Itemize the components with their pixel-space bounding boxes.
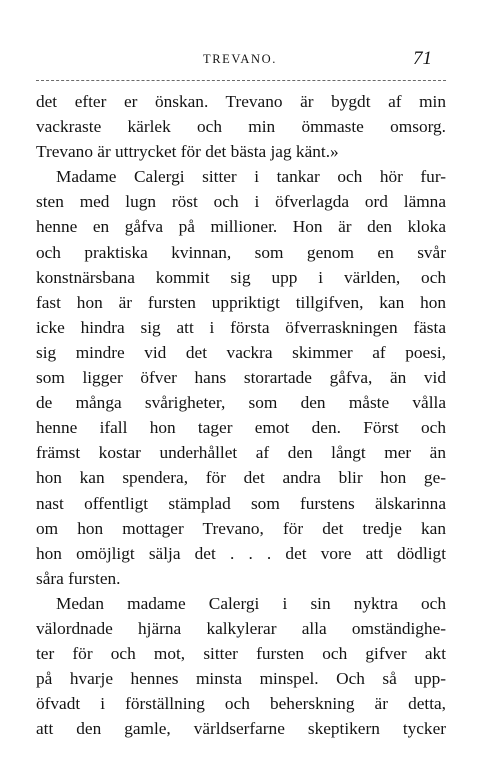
text-line: fast hon är fursten uppriktigt tillgifven, kan hon [36, 292, 446, 312]
text-line: om hon mottager Trevano, för det tredje kan [36, 518, 446, 538]
text-line: de många svårigheter, som den måste vålla [36, 393, 446, 413]
text-line: vackraste kärlek och min ömmaste omsorg. [36, 117, 446, 137]
page-number: 71 [413, 48, 432, 69]
text-line: nast offentligt stämplad som furstens älskarinna [36, 493, 446, 513]
text-line: och praktiska kvinnan, som genom en svår [36, 242, 446, 262]
header-rule [36, 80, 446, 81]
running-title: TREVANO. [202, 52, 278, 66]
text-line: hon kan spendera, för det andra blir hon ge- [36, 468, 446, 488]
text-line: konstnärsbana kommit sig upp i världen, och [36, 267, 446, 287]
text-line: välordnade hjärna kalkylerar alla omständighe- [36, 618, 446, 638]
text-line: som ligger öfver hans storartade gåfva, än vid [36, 368, 446, 388]
text-line: sig mindre vid det vackra skimmer af poesi, [36, 342, 446, 362]
text-line: Medan madame Calergi i sin nyktra och [56, 593, 446, 613]
text-line: henne ifall hon tager emot den. Först och [36, 418, 446, 438]
text-line: öfvadt i förställning och beherskning är detta, [36, 694, 446, 714]
text-line: hon omöjligt sälja det . . . det vore att dödligt [36, 543, 446, 563]
text-line: ter för och mot, sitter fursten och gifver akt [36, 644, 446, 664]
text-line: icke hindra sig att i första öfverraskningen fästa [36, 317, 446, 337]
text-line: henne en gåfva på millioner. Hon är den kloka [36, 217, 446, 237]
body-text [36, 89, 446, 741]
text-line: Madame Calergi sitter i tankar och hör fur- [56, 167, 446, 187]
text-line: Trevano är uttrycket för det bästa jag känt.» [36, 142, 339, 162]
text-line: att den gamle, världserfarne skeptikern tycker [36, 719, 446, 739]
text-line: såra fursten. [36, 568, 121, 588]
running-head [38, 50, 442, 76]
text-line: på hvarje hennes minsta minspel. Och så upp- [36, 669, 446, 689]
text-line: sten med lugn röst och i öfverlagda ord lämna [36, 192, 446, 212]
text-line: det efter er önskan. Trevano är bygdt af min [36, 92, 446, 111]
text-line: främst kostar underhållet af den långt mer än [36, 443, 446, 463]
